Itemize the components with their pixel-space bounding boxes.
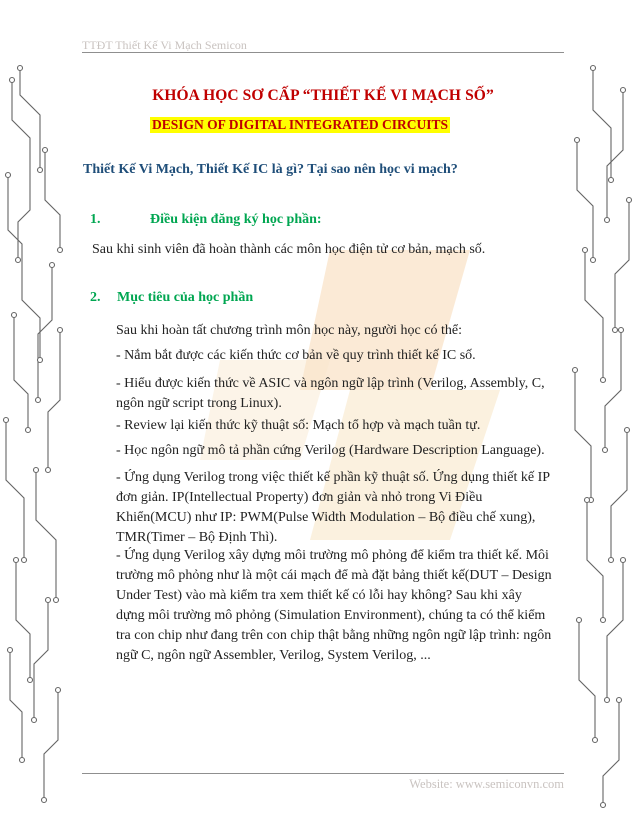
course-title: KHÓA HỌC SƠ CẤP “THIẾT KẾ VI MẠCH SỐ” <box>152 87 494 104</box>
page-footer: Website: www.semiconvn.com <box>409 777 564 791</box>
course-subtitle: DESIGN OF DIGITAL INTEGRATED CIRCUITS <box>152 117 449 132</box>
circuit-trace-right-icon <box>563 0 638 826</box>
list-item: - Ứng dụng Verilog trong việc thiết kế phần kỹ thuật số. Ứng dụng thiết kế IP đơn giản. IP(Intellectual Property) đơn giản và nhỏ trong Vi Điều Khiển(MCU) như IP: PWM(Pulse Width Modulation – Bộ điều chế xung), TMR(Timer – Bộ Định Thì). <box>116 470 550 545</box>
list-item: - Nắm bắt được các kiến thức cơ bản về quy trình thiết kế IC số. <box>116 348 476 363</box>
footer-rule <box>82 773 564 774</box>
list-item: - Học ngôn ngữ mô tả phần cứng Verilog (Hardware Description Language). <box>116 443 545 458</box>
header-rule <box>82 52 564 53</box>
section-1-number: 1. <box>90 212 101 227</box>
list-item: - Review lại kiến thức kỹ thuật số: Mạch tổ hợp và mạch tuần tự. <box>116 418 481 433</box>
page-header: TTĐT Thiết Kế Vi Mạch Semicon <box>82 38 247 52</box>
section-1-label: Điều kiện đăng ký học phần: <box>150 212 322 227</box>
list-item: - Ứng dụng Verilog xây dựng môi trường mô phỏng để kiểm tra thiết kế. Môi trường mô phỏng như là một cái mạch để mà đặt bảng thiết kế(DUT – Design Under Test) vào mà kiểm tra xem thiết kế có lỗi hay không? Sau khi xây dựng môi trường mô phỏng (Simulation Environment), chúng ta có thể kiểm tra con chip như đang trên con chip thật bằng những ngôn ngữ lập trình: ngôn ngữ C, ngôn ngữ Assembler, Verilog, System Verilog, ... <box>116 548 552 663</box>
list-item: - Hiểu được kiến thức về ASIC và ngôn ngữ lập trình (Verilog, Assembly, C, ngôn ngữ script trong Linux). <box>116 376 545 411</box>
section-1-body: Sau khi sinh viên đã hoàn thành các môn học điện tử cơ bản, mạch số. <box>92 242 486 257</box>
section-2-label: Mục tiêu của học phần <box>117 290 254 305</box>
intro-question: Thiết Kế Vi Mạch, Thiết Kế IC là gì? Tại sao nên học vi mạch? <box>83 162 458 177</box>
section-2-intro: Sau khi hoàn tất chương trình môn học này, người học có thể: <box>116 323 462 338</box>
circuit-trace-left-icon <box>0 0 75 826</box>
section-2-number: 2. <box>90 290 101 305</box>
